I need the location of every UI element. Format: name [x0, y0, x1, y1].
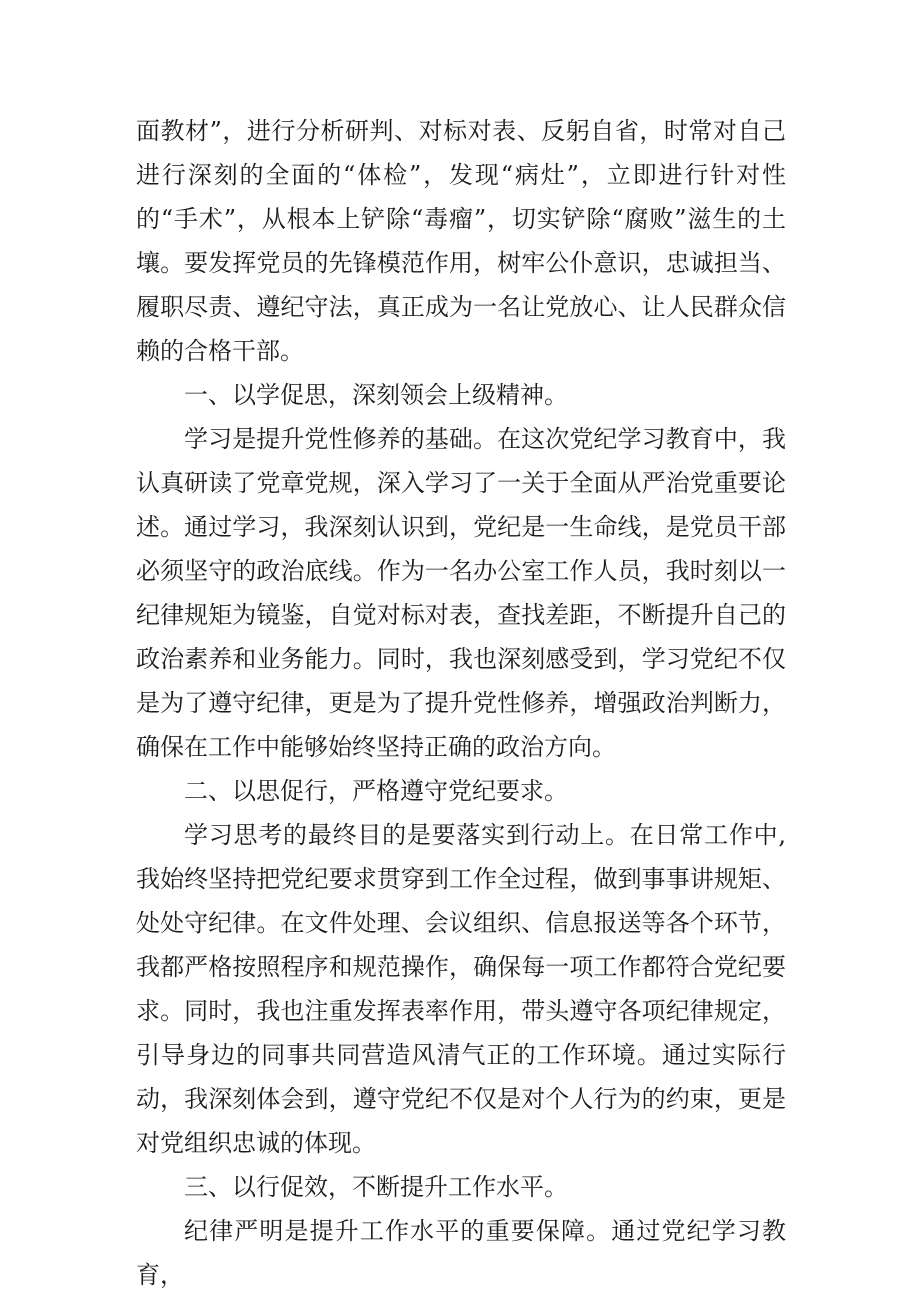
- paragraph-study: 学习是提升党性修养的基础。在这次党纪学习教育中，我认真研读了党章党规，深入学习了一关于全面从严治党重要论述。通过学习，我深刻认识到，党纪是一生命线，是党员干部必须坚守的政治底线。作为一名办公室工作人员，我时刻以一纪律规矩为镜鉴，自觉对标对表，查找差距，不断提升自己的政治素养和业务能力。同时，我也深刻感受到，学习党纪不仅是为了遵守纪律，更是为了提升党性修养，增强政治判断力，确保在工作中能够始终坚持正确的政治方向。: [136, 425, 786, 761]
- paragraph-practice: 学习思考的最终目的是要落实到行动上。在日常工作中,我始终坚持把党纪要求贯穿到工作全过程，做到事事讲规矩、处处守纪律。在文件处理、会议组织、信息报送等各个环节，我都严格按照程序和规范操作，确保每一项工作都符合党纪要求。同时，我也注重发挥表率作用，带头遵守各项纪律规定，引导身边的同事共同营造风清气正的工作环境。通过实际行动，我深刻体会到，遵守党纪不仅是对个人行为的约束，更是对党组织忠诚的体现。: [136, 821, 786, 1157]
- section-heading-2: 二、以思促行，严格遵守党纪要求。: [184, 777, 568, 805]
- section-heading-3: 三、以行促效，不断提升工作水平。: [184, 1173, 568, 1201]
- paragraph-continuation: 面教材”，进行分析研判、对标对表、反躬自省，时常对自己进行深刻的全面的“体检”，发现“病灶”，立即进行针对性的“手术”，从根本上铲除“毒瘤”，切实铲除“腐败”滋生的土壤。要发挥党员的先锋模范作用，树牢公仆意识，忠诚担当、履职尽责、遵纪守法，真正成为一名让党放心、让人民群众信赖的合格干部。: [136, 117, 786, 365]
- paragraph-discipline: 纪律严明是提升工作水平的重要保障。通过党纪学习教育，: [136, 1217, 786, 1289]
- document-body: [136, 109, 786, 1297]
- section-heading-1: 一、以学促思，深刻领会上级精神。: [184, 381, 568, 409]
